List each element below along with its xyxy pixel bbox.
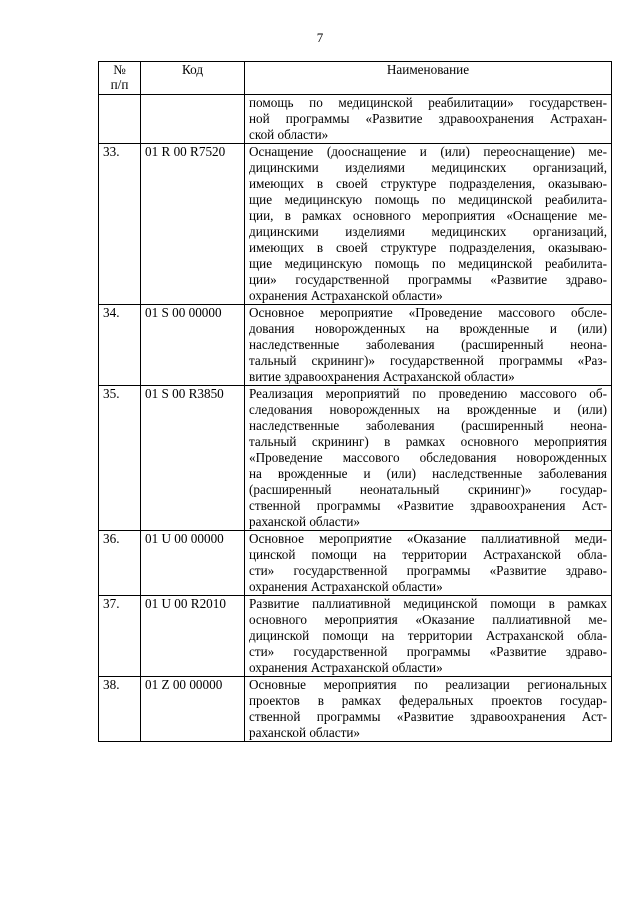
row-name-line: ской области» — [249, 127, 329, 142]
row-code: 01 U 00 R2010 — [141, 596, 245, 677]
row-name-line: имеющих в своей структуре подразделения, оказываю- — [249, 240, 607, 255]
row-code: 01 S 00 00000 — [141, 305, 245, 386]
row-name-line: Реализация мероприятий по проведению массового об- — [249, 386, 607, 401]
row-name-line: тальный скрининг)» государственной программы «Раз- — [249, 353, 607, 368]
row-name-line: помощь по медицинской реабилитации» государствен- — [249, 95, 607, 110]
row-name-line: тальный скрининг) в рамках основного мероприятия — [249, 434, 607, 449]
row-name-line: наследственные заболевания (расширенный неона- — [249, 418, 607, 433]
row-name-line: проектов в рамках федеральных проектов государ- — [249, 693, 607, 708]
row-name-line: следования новорожденных на врожденные и (или) — [249, 402, 607, 417]
row-name-line: дицинской помощи на территории Астраханской обла- — [249, 628, 607, 643]
header-name: Наименование — [245, 62, 612, 95]
table-row — [99, 386, 612, 531]
row-name-line: охранения Астраханской области» — [249, 579, 443, 594]
row-name-line: Основное мероприятие «Проведение массового обсле- — [249, 305, 607, 320]
row-name-line: раханской области» — [249, 725, 360, 740]
table-row — [99, 95, 612, 144]
row-name-line: сти» государственной программы «Развитие здраво- — [249, 563, 607, 578]
row-number — [99, 95, 141, 144]
header-code: Код — [141, 62, 245, 95]
row-name-line: ции» государственной программы «Развитие здраво- — [249, 272, 607, 287]
row-code: 01 U 00 00000 — [141, 531, 245, 596]
row-name-line: охранения Астраханской области» — [249, 288, 443, 303]
row-name-line: щие медицинскую помощь по медицинской реабилита- — [249, 256, 607, 271]
row-name-line: ственной программы «Развитие здравоохранения Аст- — [249, 498, 607, 513]
row-name-line: имеющих в своей структуре подразделения, оказываю- — [249, 176, 607, 191]
row-code — [141, 95, 245, 144]
row-name — [245, 677, 612, 742]
page-number: 7 — [316, 30, 324, 45]
row-name — [245, 144, 612, 305]
row-name-line: (расширенный неонатальный скрининг)» государ- — [249, 482, 607, 497]
row-name-line: дицинскими изделиями медицинских организаций, — [249, 160, 607, 175]
row-name-line: витие здравоохранения Астраханской области» — [249, 369, 515, 384]
table-header-row — [99, 62, 612, 95]
header-number-line1: № — [113, 62, 126, 77]
table-row — [99, 677, 612, 742]
row-name — [245, 95, 612, 144]
row-name-line: наследственные заболевания (расширенный неона- — [249, 337, 607, 352]
row-name-line: Оснащение (дооснащение и (или) переоснащение) ме- — [249, 144, 607, 159]
row-name-line: Основные мероприятия по реализации региональных — [249, 677, 607, 692]
row-code: 01 S 00 R3850 — [141, 386, 245, 531]
row-name-line: ции, в рамках основного мероприятия «Оснащение ме- — [249, 208, 607, 223]
row-name-line: ственной программы «Развитие здравоохранения Аст- — [249, 709, 607, 724]
header-number-line2: п/п — [110, 77, 129, 92]
header-number — [99, 62, 141, 95]
table-row — [99, 144, 612, 305]
row-number: 38. — [99, 677, 141, 742]
table-row — [99, 305, 612, 386]
row-name-line: «Проведение массового обследования новорожденных — [249, 450, 607, 465]
row-name-line: Развитие паллиативной медицинской помощи в рамках — [249, 596, 607, 611]
row-name-line: ной программы «Развитие здравоохранения Астрахан- — [249, 111, 607, 126]
row-code: 01 R 00 R7520 — [141, 144, 245, 305]
row-number: 35. — [99, 386, 141, 531]
table-row — [99, 596, 612, 677]
row-name-line: сти» государственной программы «Развитие здраво- — [249, 644, 607, 659]
table-row — [99, 531, 612, 596]
row-number: 33. — [99, 144, 141, 305]
row-name-line: дования новорожденных на врожденные и (или) — [249, 321, 607, 336]
row-number: 34. — [99, 305, 141, 386]
row-name-line: щие медицинскую помощь по медицинской реабилита- — [249, 192, 607, 207]
row-number: 37. — [99, 596, 141, 677]
row-name-line: цинской помощи на территории Астраханской обла- — [249, 547, 607, 562]
row-name-line: на врожденные и (или) наследственные заболевания — [249, 466, 607, 481]
row-name-line: охранения Астраханской области» — [249, 660, 443, 675]
row-name — [245, 531, 612, 596]
row-name — [245, 596, 612, 677]
row-name — [245, 386, 612, 531]
table-body — [99, 95, 612, 742]
row-name-line: основного мероприятия «Оказание паллиативной ме- — [249, 612, 607, 627]
row-name-line: дицинскими изделиями медицинских организаций, — [249, 224, 607, 239]
row-name-line: раханской области» — [249, 514, 360, 529]
row-number: 36. — [99, 531, 141, 596]
row-name-line: Основное мероприятие «Оказание паллиативной меди- — [249, 531, 607, 546]
row-name — [245, 305, 612, 386]
classification-table — [98, 61, 612, 742]
row-code: 01 Z 00 00000 — [141, 677, 245, 742]
